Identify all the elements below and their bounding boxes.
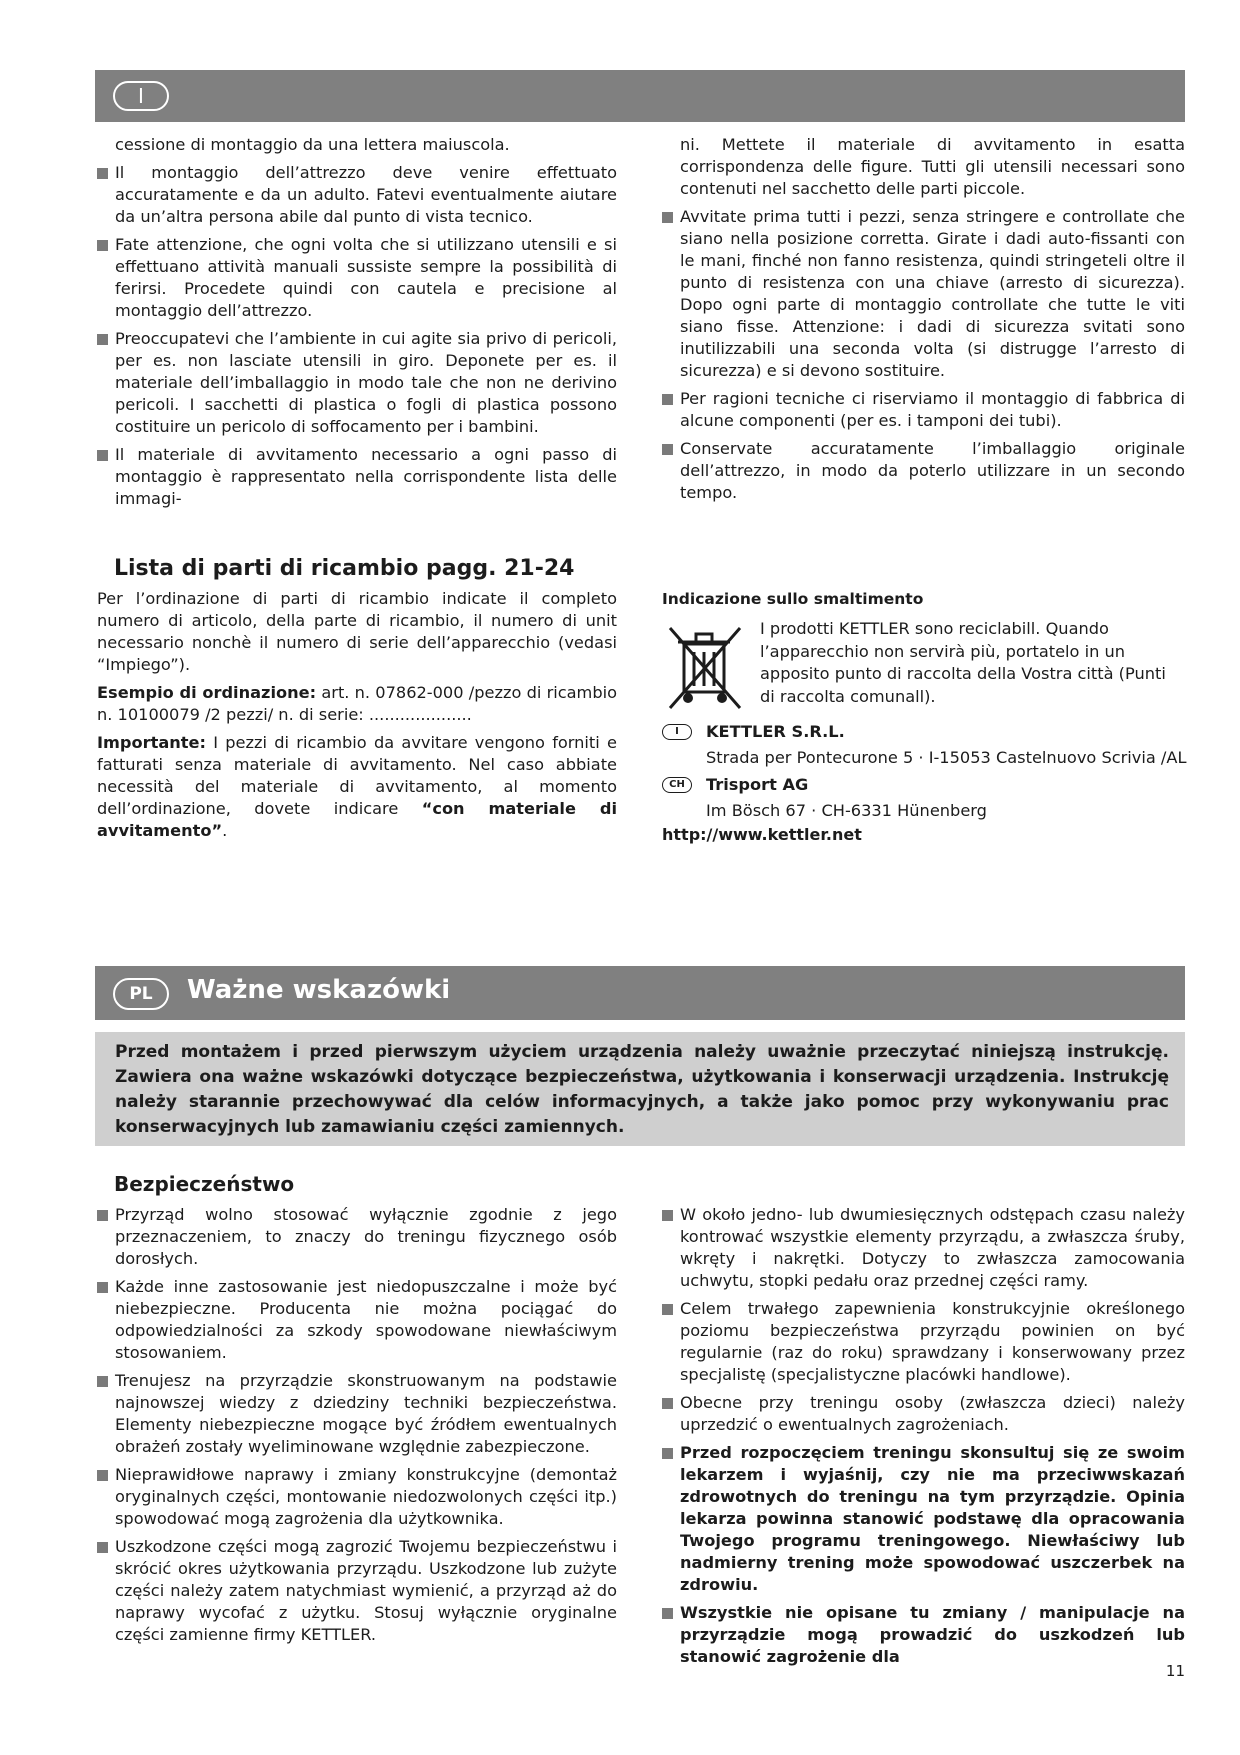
list-item: Obecne przy treningu osoby (zwłaszcza dzieci) należy uprzedzić o ewentualnych zagrożeniach. (662, 1392, 1185, 1436)
list-item: Każde inne zastosowanie jest niedopuszczalne i może być niebezpieczne. Producenta nie można pociągać do odpowiedzialności za szkody spowodowane niewłaściwym stosowaniem. (97, 1276, 617, 1364)
bullet-square-icon (97, 334, 108, 345)
bullet-square-icon (97, 1470, 108, 1481)
polish-intro-text: Przed montażem i przed pierwszym użyciem urządzenia należy uważnie przeczytać niniejszą instrukcję. Zawiera ona ważne wskazówki dotyczące bezpieczeństwa, użytkowania i konserwacji urządzenia. Instrukcję należy starannie przechowywać dla celów informacyjnych, a także jako pomoc przy wykonywaniu prac konserwacyjnych lub zamawianiu części zamiennych. (115, 1042, 1169, 1137)
list-item: Przyrząd wolno stosować wyłącznie zgodnie z jego przeznaczeniem, to znaczy do treningu fizycznego osób dorosłych. (97, 1204, 617, 1270)
polish-left-column (97, 1204, 617, 1652)
italian-left-intro: cessione di montaggio da una lettera maiuscola. (115, 135, 510, 154)
polish-right-column (662, 1204, 1185, 1674)
italian-left-column (97, 134, 617, 516)
list-item: Wszystkie nie opisane tu zmiany / manipulacje na przyrządzie mogą prowadzić do uszkodzeń lub stanowić zagrożenie dla (662, 1602, 1185, 1668)
italian-section-header (95, 70, 1185, 122)
list-item: Conservate accuratamente l’imballaggio originale dell’attrezzo, in modo da poterlo utilizzare in un secondo tempo. (662, 438, 1185, 504)
list-item: Il montaggio dell’attrezzo deve venire effettuato accuratamente e da un adulto. Fatevi eventualmente aiutare da un’altra persona abile dal punto di vista tecnico. (97, 162, 617, 228)
bullet-square-icon (662, 1398, 673, 1409)
list-item: Fate attenzione, che ogni volta che si utilizzano utensili e si effettuano attività manuali sussiste sempre la possibilità di ferirsi. Procedete quindi con cautela e precisione al montaggio dell’attrezzo. (97, 234, 617, 322)
company-name: Trisport AG (706, 775, 809, 794)
list-item: W około jedno- lub dwumiesięcznych odstępach czasu należy kontrować wszystkie elementy przyrządu, a zwłaszcza śruby, wkręty i nakrętki. Dotyczy to zwłaszcza zamocowania uchwytu, stopki pedału oraz przednej części ramy. (662, 1204, 1185, 1292)
list-item: Avvitate prima tutti i pezzi, senza stringere e controllate che siano nella posizione corretta. Girate i dadi auto-fissanti con le mani, finché non fanno resistenza, quindi stringeteli oltre il punto di resistenza con una chiave (arresto di sicurezza). Dopo ogni parte di montaggio controllate che tutte le viti siano fisse. Attenzione: i dadi di sicurezza svitati sono inutilizzabili una seconda volta (si distrugge l’arresto di sicurezza) e si devono sostituire. (662, 206, 1185, 382)
company-address: Im Bösch 67 · CH-6331 Hünenberg (706, 801, 987, 820)
polish-section-header (95, 966, 1185, 1020)
language-badge-italian: I (113, 81, 169, 111)
list-item: Przed rozpoczęciem treningu skonsultuj się ze swoim lekarzem i wyjaśnij, czy nie ma przeciwwskazań zdrowotnych do treningu na tym przyrządzie. Opinia lekarza powinna stanowić podstawę dla opracowania Twojego programu treningowego. Niewłaściwy lub nadmierny trening może spowodować uszczerbek na zdrowiu. (662, 1442, 1185, 1596)
page-number: 11 (1165, 1662, 1185, 1680)
bullet-square-icon (97, 1282, 108, 1293)
italian-right-column (662, 134, 1185, 510)
country-badge-italy: I (662, 724, 692, 740)
spare-parts-text (97, 588, 617, 848)
bullet-square-icon (662, 212, 673, 223)
bullet-square-icon (662, 1448, 673, 1459)
company-address: Strada per Pontecurone 5 · I-15053 Castelnuovo Scrivia /AL (706, 748, 1187, 767)
website-link[interactable]: http://www.kettler.net (662, 825, 862, 844)
list-item: Trenujesz na przyrządzie skonstruowanym na podstawie najnowszej wiedzy z dziedziny techniki bezpieczeństwa. Elementy niebezpieczne mogące być źródłem ewentualnych obrażeń zostały wyeliminowane względnie zabezpieczone. (97, 1370, 617, 1458)
disposal-heading: Indicazione sullo smaltimento (662, 590, 924, 608)
italian-right-intro: ni. Mettete il materiale di avvitamento in esatta corrispondenza delle figure. Tutti gli utensili necessari sono contenuti nel sacchetto delle parti piccole. (680, 135, 1185, 198)
spare-parts-paragraph: Per l’ordinazione di parti di ricambio indicate il completo numero di articolo, della parte di ricambio, il numero di unit necessario nonchè il numero di serie dell’apparecchio (vedasi “Impiego”). (97, 589, 617, 674)
bullet-square-icon (97, 1542, 108, 1553)
list-item: Celem trwałego zapewnienia konstrukcyjnie określonego poziomu bezpieczeństwa przyrządu powinien on być regularnie (raz do roku) sprawdzany i konserwowany przez specjalistę (specjalistyczne placówki handlowe). (662, 1298, 1185, 1386)
bullet-square-icon (97, 450, 108, 461)
polish-intro-box (95, 1032, 1185, 1146)
safety-heading: Bezpieczeństwo (114, 1172, 295, 1196)
bullet-square-icon (97, 1210, 108, 1221)
bullet-square-icon (662, 1304, 673, 1315)
bullet-square-icon (662, 1210, 673, 1221)
order-example-paragraph: Esempio di ordinazione: art. n. 07862-000 /pezzo di ricambio n. 10100079 /2 pezzi/ n. di serie: .................... (97, 683, 617, 724)
bullet-square-icon (97, 240, 108, 251)
bullet-square-icon (662, 394, 673, 405)
bullet-square-icon (662, 1608, 673, 1619)
country-badge-switzerland: CH (662, 777, 692, 793)
important-paragraph: Importante: I pezzi di ricambio da avvitare vengono forniti e fatturati senza materiale di avvitamento. Nel caso abbiate necessità del materiale di avvitamento, al momento dell’ordinazione, dovete indicare “con materiale di avvitamento”. (97, 733, 617, 840)
bullet-square-icon (662, 444, 673, 455)
list-item: Il materiale di avvitamento necessario a ogni passo di montaggio è rappresentato nella corrispondente lista delle immagi- (97, 444, 617, 510)
list-item: Nieprawidłowe naprawy i zmiany konstrukcyjne (demontaż oryginalnych części, montowanie niedozwolonych części itp.) spowodować mogą zagrożenia dla użytkownika. (97, 1464, 617, 1530)
polish-section-title: Ważne wskazówki (187, 975, 451, 1005)
crossed-bin-icon (666, 622, 744, 714)
spare-parts-heading: Lista di parti di ricambio pagg. 21-24 (114, 556, 575, 581)
list-item: Preoccupatevi che l’ambiente in cui agite sia privo di pericoli, per es. non lasciate utensili in giro. Deponete per es. il materiale dell’imballaggio in modo tale che non ne derivino pericoli. I sacchetti di plastica o fogli di plastica possono costituire un pericolo di soffocamento per i bambini. (97, 328, 617, 438)
bullet-square-icon (97, 168, 108, 179)
list-item: Uszkodzone części mogą zagrozić Twojemu bezpieczeństwu i skrócić okres użytkowania przyrządu. Uszkodzone lub zużyte części należy zatem natychmiast wymienić, a przyrząd aż do naprawy wycofać z użytku. Stosuj wyłącznie oryginalne części zamienne firmy KETTLER. (97, 1536, 617, 1646)
disposal-paragraph: I prodotti KETTLER sono reciclabill. Quando l’apparecchio non servirà più, portatelo in un apposito punto di raccolta della Vostra città (Punti di raccolta comunall). (760, 619, 1166, 706)
list-item: Per ragioni tecniche ci riserviamo il montaggio di fabbrica di alcune componenti (per es. i tamponi dei tubi). (662, 388, 1185, 432)
company-name: KETTLER S.R.L. (706, 722, 845, 741)
bullet-square-icon (97, 1376, 108, 1387)
language-badge-polish: PL (113, 978, 169, 1010)
